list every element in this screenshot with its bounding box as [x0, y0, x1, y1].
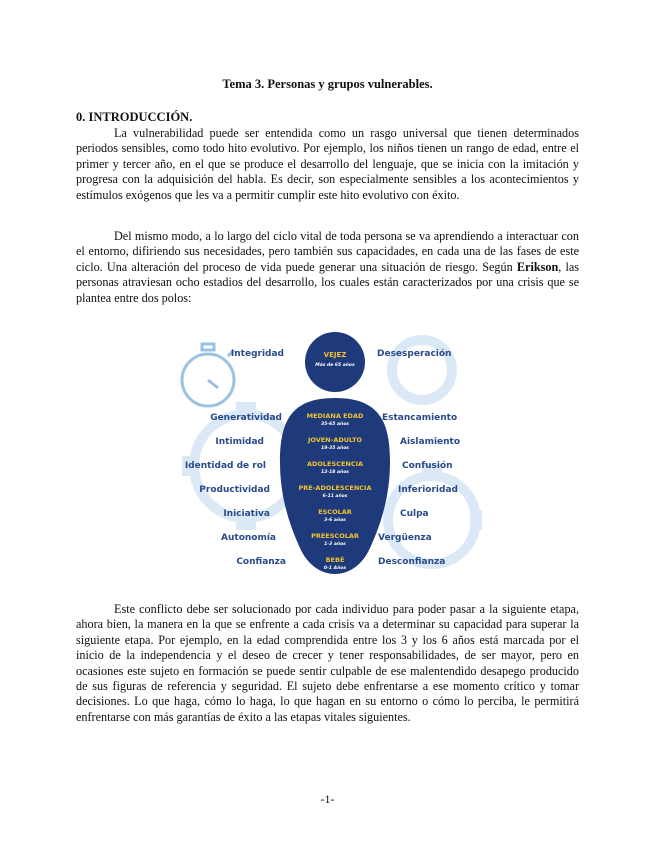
erikson-name: Erikson: [516, 259, 559, 274]
stage-ages: 3-6 años: [324, 518, 346, 523]
paragraph-introduction: [76, 126, 579, 203]
paragraph-conflict: [76, 602, 579, 725]
stage-name: JOVEN-ADULTO: [307, 436, 363, 444]
pole-positive: Generatividad: [210, 413, 282, 423]
pole-positive: Iniciativa: [223, 509, 270, 519]
stopwatch-icon: [182, 344, 234, 406]
stage-name: ADOLESCENCIA: [306, 460, 364, 468]
stage-ages-vejez: Más de 65 años: [315, 363, 355, 368]
stage-name-vejez: VEJEZ: [323, 351, 347, 359]
stage-name: MEDIANA EDAD: [306, 412, 364, 420]
document-title: Tema 3. Personas y grupos vulnerables.: [222, 77, 433, 91]
stage-name: BEBÉ: [325, 556, 345, 564]
stage-name: PREESCOLAR: [311, 532, 359, 540]
pole-positive: Confianza: [236, 557, 286, 567]
paragraph-2-text-a: Del mismo modo, a lo largo del ciclo vital de toda persona se va aprendiendo a interactuar con el entorno, difiriendo sus necesidades, pero también sus capacidades, en cada una de las fases de este ciclo. Una alteración del proceso de vida puede generar una situación de riesgo. Según: [76, 229, 579, 274]
stage-name: PRE-ADOLESCENCIA: [298, 484, 372, 492]
stage-ages: 19-35 años: [321, 446, 349, 451]
stage-ages: 35-65 años: [321, 422, 349, 427]
paragraph-3-text: Este conflicto debe ser solucionado por cada individuo para poder pasar a la siguiente etapa, ahora bien, la manera en la que se enfrente a cada crisis va a determinar su capacidad para superar la siguiente etapa. Por ejemplo, en la edad comprendida entre los 3 y los 6 años está marcada por el inicio de la independencia y el deseo de crecer y tener responsabilidades, de ser mayor, pero en ocasiones este sujeto en formación se puede sentir culpable de ese malentendido desapego producido de sus figuras de referencia y seguridad. El sujeto debe enfrentarse a ese momento crítico y tomar decisiones. Lo que haga, cómo lo haga, lo que hagan en su entorno o cómo lo perciba, le permitirá enfrentarse con más garantías de éxito a las etapas vitales siguientes.: [76, 602, 579, 724]
paragraph-erikson: [76, 229, 579, 306]
erikson-stages-figure: [172, 330, 490, 576]
stage-ages: 1-3 años: [324, 542, 346, 547]
stage-ages: 0-1 Años: [323, 566, 347, 571]
pole-negative: Confusión: [402, 461, 453, 471]
pole-negative: Estancamiento: [382, 413, 458, 423]
vejez-head: [305, 332, 365, 392]
pole-negative: Culpa: [400, 509, 429, 519]
stage-ages: 6-11 años: [322, 494, 348, 499]
pole-negative: Desesperación: [377, 349, 452, 359]
pole-positive: Autonomía: [221, 533, 276, 543]
page-number: -1-: [320, 792, 335, 806]
pole-negative: Desconfianza: [378, 557, 446, 567]
pole-negative: Aislamiento: [400, 437, 461, 447]
stage-name: ESCOLAR: [318, 508, 352, 516]
pole-negative: Inferioridad: [398, 485, 458, 495]
paragraph-1-text: La vulnerabilidad puede ser entendida como un rasgo universal que tienen determinados periodos sensibles, como todo hito evolutivo. Por ejemplo, los niños tienen un rango de edad, entre el primer y tercer año, en el que se produce el desarrollo del lenguaje, que se inicia con la imitación y progresa con la adquisición del habla. Es decir, son especialmente sensibles a los acontecimientos y estímulos exógenos que les va a permitir cumplir este hito evolutivo con éxito.: [76, 126, 579, 202]
pole-positive: Integridad: [230, 349, 284, 359]
pole-positive: Identidad de rol: [184, 461, 266, 471]
pole-positive: Intimidad: [215, 437, 264, 447]
pole-negative: Vergüenza: [378, 533, 432, 543]
section-heading: 0. INTRODUCCIÓN.: [76, 110, 193, 124]
paragraph-2-text-b: , las personas atraviesan ocho estadios del desarrollo, los cuales están caracterizados por una crisis que se plantea entre dos polos:: [76, 259, 579, 305]
stage-ages: 12-18 años: [321, 470, 349, 475]
pole-positive: Productividad: [199, 485, 270, 495]
